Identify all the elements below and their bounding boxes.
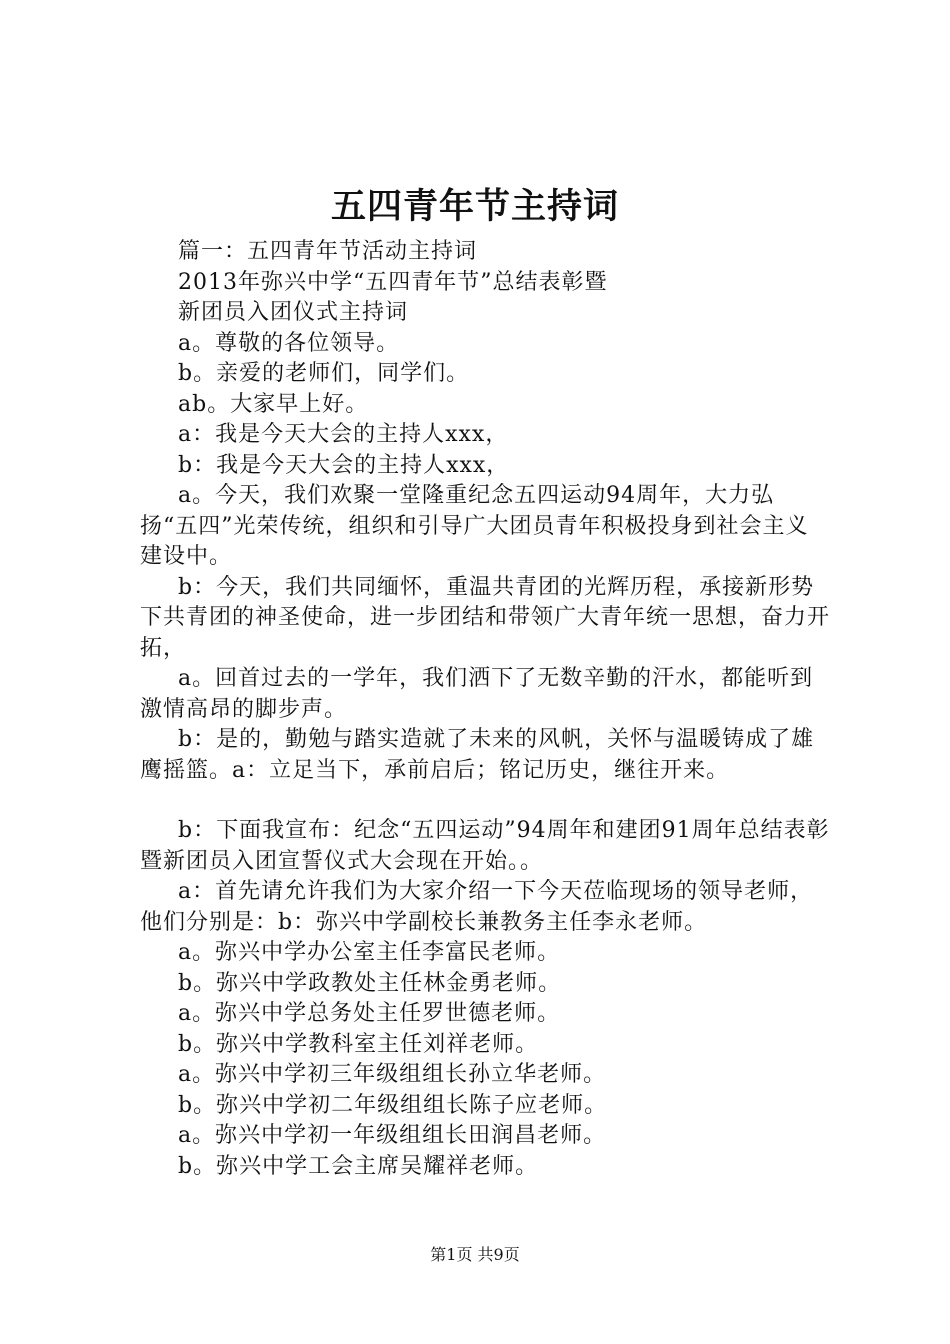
paragraph: 2013年弥兴中学“五四青年节”总结表彰暨 <box>178 269 608 295</box>
page-number: 第1页 共9页 <box>430 1245 520 1264</box>
paragraph: a：首先请允许我们为大家介绍一下今天莅临现场的领导老师，他们分别是：b：弥兴中学副校长兼教务主任李永老师。 <box>140 879 814 935</box>
paragraph: b。弥兴中学初二年级组组长陈子应老师。 <box>178 1092 608 1118</box>
paragraph: b。弥兴中学教科室主任刘祥老师。 <box>178 1031 539 1057</box>
paragraph: 篇一：五四青年节活动主持词 <box>178 239 478 264</box>
paragraph: b。弥兴中学工会主席吴耀祥老师。 <box>178 1153 539 1179</box>
paragraph: a。弥兴中学办公室主任李富民老师。 <box>178 940 561 965</box>
paragraph: a。弥兴中学总务处主任罗世德老师。 <box>178 1001 561 1026</box>
paragraph: b。弥兴中学政教处主任林金勇老师。 <box>178 970 562 996</box>
paragraph: b：我是今天大会的主持人xxx， <box>178 452 510 478</box>
document-body <box>140 237 830 1182</box>
paragraph: b。亲爱的老师们，同学们。 <box>178 361 470 386</box>
page-title: 五四青年节主持词 <box>330 186 619 227</box>
paragraph: a。今天，我们欢聚一堂隆重纪念五四运动94周年，大力弘扬“五四”光荣传统，组织和引导广大团员青年积极投身到社会主义建设中。 <box>140 483 809 569</box>
paragraph: a。弥兴中学初一年级组组长田润昌老师。 <box>178 1123 607 1148</box>
paragraph: 新团员入团仪式主持词 <box>178 300 409 325</box>
paragraph: b：是的，勤勉与踏实造就了未来的风帆，关怀与温暖铸成了雄鹰摇篮。a：立足当下，承前启后；铭记历史，继往开来。 <box>140 727 815 783</box>
paragraph: a：我是今天大会的主持人xxx， <box>178 422 509 447</box>
paragraph: a。回首过去的一学年，我们洒下了无数辛勤的汗水，都能听到激情高昂的脚步声。 <box>140 666 814 722</box>
paragraph: b：下面我宣布：纪念“五四运动”94周年和建团91周年总结表彰暨新团员入团宣誓仪式大会现在开始。。 <box>140 818 830 874</box>
paragraph: a。尊敬的各位领导。 <box>178 330 400 356</box>
paragraph: ab。大家早上好。 <box>178 391 369 417</box>
paragraph: b：今天，我们共同缅怀，重温共青团的光辉历程，承接新形势下共青团的神圣使命，进一步团结和带领广大青年统一思想，奋力开拓， <box>140 574 831 661</box>
paragraph: a。弥兴中学初三年级组组长孙立华老师。 <box>178 1062 607 1087</box>
